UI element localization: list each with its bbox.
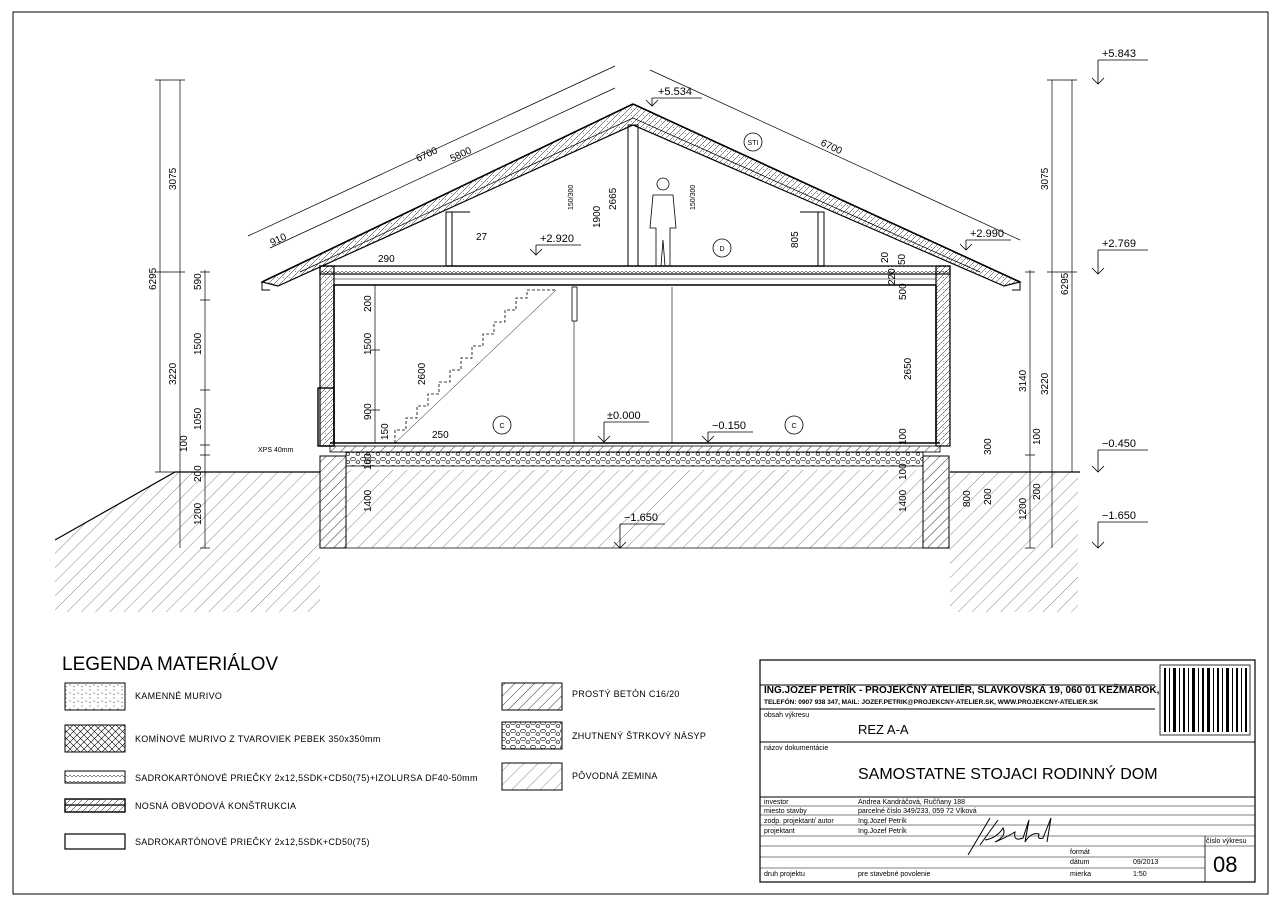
legend-item-concrete: PROSTÝ BETÓN C16/20 xyxy=(572,689,680,699)
dim-plinth-right2: 1400 xyxy=(898,489,909,512)
dim-slab-right-e: 100 xyxy=(898,463,909,480)
dim-roof-right-total: 6700 xyxy=(818,137,844,158)
legend-item-soil: PÔVODNÁ ZEMINA xyxy=(572,771,658,781)
site-value: parcelné číslo 349/233, 059 72 Vlková xyxy=(858,808,977,815)
company-contact: TELEFÓN: 0907 938 347, MAIL: JOZEF.PETRIK@PROJEKCNY-ATELIER.SK, WWW.PROJEKCNY-ATELIER.SK xyxy=(764,699,1099,706)
marker-sti: STI xyxy=(747,140,759,147)
dim-attic-height: 2665 xyxy=(608,187,619,210)
dim-slab-right-d: 500 xyxy=(898,283,909,300)
dim-right-roof: 3075 xyxy=(1040,167,1051,190)
rafter-label-a: 150/300 xyxy=(568,184,575,210)
dim-left-wall: 3220 xyxy=(168,362,179,385)
dim-room-height: 2650 xyxy=(903,357,914,380)
dim-room-200: 200 xyxy=(363,295,374,312)
dim-roof-left-inner: 5800 xyxy=(448,145,474,165)
dim-room-150: 150 xyxy=(380,423,391,440)
dim-stair-height: 2600 xyxy=(417,362,428,385)
marker-d: D xyxy=(719,246,725,253)
company-name: ING.JOZEF PETRÍK - PROJEKČNÝ ATELIÉR, SLAVKOVSKÁ 19, 060 01 KEŽMAROK, xyxy=(764,685,1160,696)
dim-left-roof: 3075 xyxy=(168,167,179,190)
marker-c2: C xyxy=(791,423,797,430)
date-value: 09/2013 xyxy=(1133,859,1159,866)
xps-label: XPS 40mm xyxy=(258,447,294,454)
dim-attic-clear: 1900 xyxy=(592,205,603,228)
legend-title: LEGENDA MATERIÁLOV xyxy=(62,654,279,675)
dim-overhang: 910 xyxy=(268,231,289,249)
level-outside-ground: −0.450 xyxy=(1102,438,1136,450)
level-eaves-right: +2.990 xyxy=(970,228,1004,240)
dim-left-1500: 1500 xyxy=(193,332,204,355)
dim-slab-right-a: 220 xyxy=(887,268,898,285)
dim-left-100: 100 xyxy=(179,435,190,452)
dim-wall-thick-left: 250 xyxy=(432,430,449,441)
dim-right-200: 200 xyxy=(1032,483,1043,500)
legend-item-partition-insulated: SADROKARTÓNOVÉ PRIEČKY 2x12,5SDK+CD50(75)+IZOLURSA DF40-50mm xyxy=(135,773,478,783)
level-eaves-left: +2.920 xyxy=(540,233,574,245)
dim-plinth-left: 100 xyxy=(363,453,374,470)
date-label: dátum xyxy=(1070,859,1090,866)
dim-kneewall: 805 xyxy=(790,231,801,248)
dim-right-foundation: 1200 xyxy=(1018,497,1029,520)
scale-label: mierka xyxy=(1070,871,1092,878)
marker-c1: C xyxy=(499,423,505,430)
content-label: obsah výkresu xyxy=(764,712,810,719)
doc-label: názov dokumentácie xyxy=(764,745,829,752)
format-label: formát xyxy=(1070,849,1090,856)
legend-item-load-bearing: NOSNÁ OBVODOVÁ KONŠTRUKCIA xyxy=(135,801,297,811)
dim-plinth-right: 100 xyxy=(898,428,909,445)
resp-value: Ing.Jozef Petrík xyxy=(858,818,907,825)
sheet-number: 08 xyxy=(1213,852,1238,877)
type-label: druh projektu xyxy=(764,871,805,878)
level-floor-lower: −0.150 xyxy=(712,420,746,432)
dim-right-100: 100 xyxy=(1032,428,1043,445)
dim-roof-angle: 27 xyxy=(476,232,488,243)
rafter-label-b: 150/300 xyxy=(690,184,697,210)
dim-left-foundation: 1200 xyxy=(193,502,204,525)
dim-right-wall: 3220 xyxy=(1040,372,1051,395)
legend-item-partition: SADROKARTÓNOVÉ PRIEČKY 2x12,5SDK+CD50(75) xyxy=(135,837,370,847)
dim-slab-right-c: 50 xyxy=(897,253,908,265)
dim-ground-right-200: 200 xyxy=(983,488,994,505)
investor-label: investor xyxy=(764,799,789,806)
dim-slab-right-b: 20 xyxy=(880,251,891,263)
level-foundation-inside: −1.650 xyxy=(624,512,658,524)
dim-right-total: 6295 xyxy=(1060,272,1071,295)
dim-left-1050: 1050 xyxy=(193,407,204,430)
dim-room-1500: 1500 xyxy=(363,332,374,355)
legend xyxy=(62,654,706,849)
level-ridge: +5.534 xyxy=(658,86,692,98)
designer-value: Ing.Jozef Petrík xyxy=(858,828,907,835)
doc-value: SAMOSTATNE STOJACI RODINNÝ DOM xyxy=(858,766,1158,783)
dim-slab-left: 290 xyxy=(378,254,395,265)
scale-value: 1:50 xyxy=(1133,871,1147,878)
level-foundation-right: −1.650 xyxy=(1102,510,1136,522)
legend-item-stone: KAMENNÉ MURIVO xyxy=(135,691,223,701)
dim-left-590: 590 xyxy=(193,273,204,290)
dim-plinth-left2: 1400 xyxy=(363,489,374,512)
dim-footing-right: 800 xyxy=(962,490,973,507)
site-label: miesto stavby xyxy=(764,808,807,815)
designer-label: projektant xyxy=(764,828,795,835)
dim-left-total: 6295 xyxy=(148,267,159,290)
dim-left-200: 200 xyxy=(193,465,204,482)
sheet-no-label: číslo výkresu xyxy=(1206,838,1247,845)
type-value: pre stavebné povolenie xyxy=(858,871,931,878)
dim-roof-left-total: 6700 xyxy=(414,145,440,165)
dim-room-900: 900 xyxy=(363,403,374,420)
level-ceiling-right: +2.769 xyxy=(1102,238,1136,250)
barcode-graphic xyxy=(1160,665,1250,735)
investor-value: Andrea Kandráčová, Ručňany 188 xyxy=(858,799,966,806)
title-block xyxy=(760,660,1255,882)
dim-ground-right: 300 xyxy=(983,438,994,455)
level-floor: ±0.000 xyxy=(607,410,641,422)
resp-label: zodp. projektant/ autor xyxy=(764,818,834,825)
human-figure-icon xyxy=(650,178,676,266)
signature-graphic xyxy=(968,818,1051,855)
legend-item-gravel: ZHUTNENÝ ŠTRKOVÝ NÁSYP xyxy=(572,731,707,741)
dim-right-3140: 3140 xyxy=(1018,369,1029,392)
legend-item-chimney: KOMÍNOVÉ MURIVO Z TVAROVIEK PEBEK 350x350mm xyxy=(135,734,381,744)
content-value: REZ A-A xyxy=(858,722,909,737)
level-ridge-top: +5.843 xyxy=(1102,48,1136,60)
